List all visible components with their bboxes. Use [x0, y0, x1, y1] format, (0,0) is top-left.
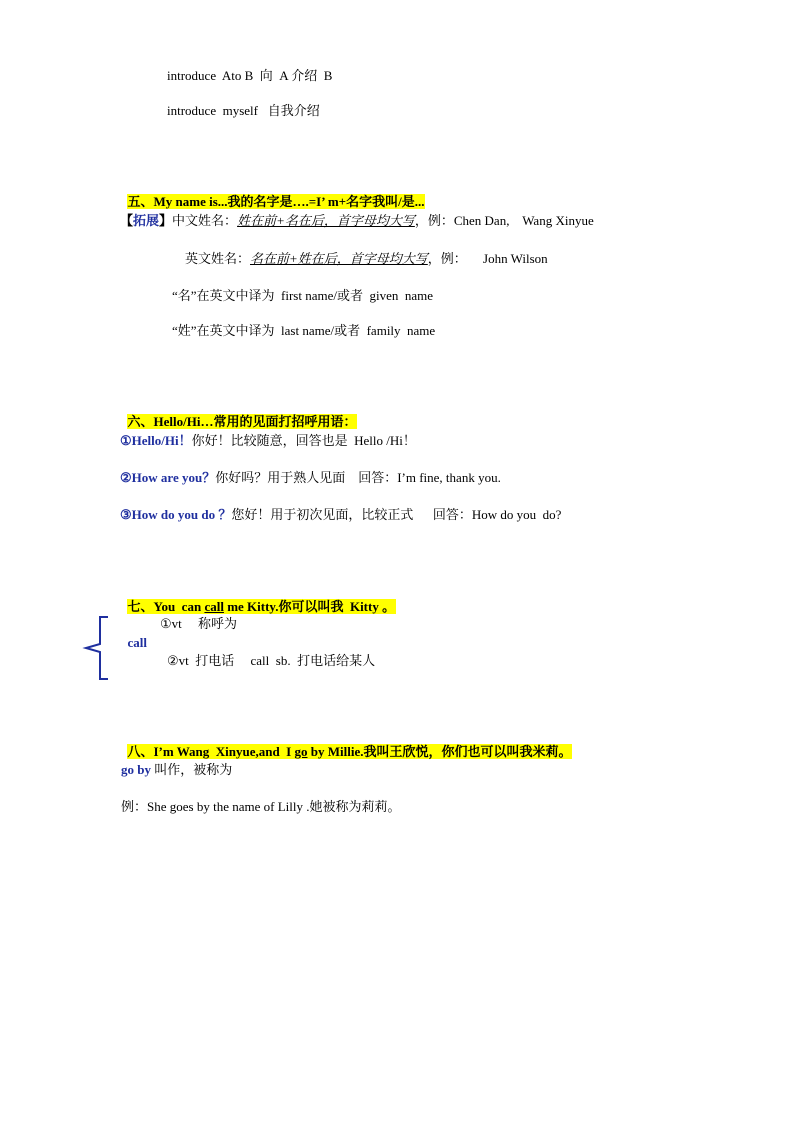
brace-icon: [82, 615, 112, 681]
greeting-item-1-key: ①Hello/Hi！: [120, 433, 192, 448]
section-5-heading: [120, 175, 425, 211]
ext-bracket-open: 【: [120, 213, 134, 228]
extension-line-english: [185, 250, 548, 268]
greeting-item-1: [120, 432, 416, 450]
call-word-text: call: [127, 635, 147, 650]
section-7-heading-a: 七、You can: [127, 599, 205, 614]
en-name-label: 英文姓名：: [185, 251, 251, 266]
go-by-line: [121, 761, 232, 779]
call-sense-2: ②vt 打电话 call sb. 打电话给某人: [167, 653, 376, 668]
section-7-heading: [120, 580, 396, 616]
section-7-heading-b: me Kitty.你可以叫我 Kitty 。: [223, 599, 396, 614]
go-by-term: go by: [121, 762, 151, 777]
section-8-heading-a: 八、I’m Wang Xinyue,and I: [127, 744, 295, 759]
en-name-rule: 名在前+姓在后，首字母均大写: [250, 251, 428, 266]
intro-line-1: introduce Ato B 向 A 介绍 B: [167, 68, 333, 83]
section-8-heading: [120, 725, 572, 761]
section-5-heading-text: 五、My name is...我的名字是….=I’ m+名字我叫/是...: [127, 194, 425, 209]
go-by-meaning: 叫作，被称为: [150, 762, 233, 777]
greeting-item-3-key: ③How do you do ？: [120, 507, 232, 522]
call-sense-1: ①vt 称呼为: [160, 616, 238, 631]
intro-line-2: introduce myself 自我介绍: [167, 103, 320, 118]
greeting-item-2: [120, 469, 501, 487]
greeting-item-2-text: 你好吗？用于熟人见面 回答：I’m fine, thank you.: [215, 470, 501, 485]
ext-bracket-close: 】: [159, 213, 173, 228]
section-6-heading-text: 六、Hello/Hi…常用的见面打招呼用语：: [127, 414, 357, 429]
section-6-heading: [120, 395, 357, 431]
section-8-heading-text: [127, 744, 573, 759]
cn-name-rule: 姓在前+名在后，首字母均大写: [237, 213, 415, 228]
last-name-line: “姓”在英文中译为 last name/或者 family name: [172, 323, 436, 338]
greeting-item-3: [120, 506, 561, 524]
cn-name-label: 中文姓名：: [172, 213, 238, 228]
call-word: [121, 616, 147, 652]
en-name-example: ，例： John Wilson: [427, 251, 548, 266]
section-7-heading-text: [127, 599, 397, 614]
ext-label: 拓展: [133, 213, 160, 228]
cn-name-example: ，例：Chen Dan, Wang Xinyue: [414, 213, 594, 228]
greeting-item-2-key: ②How are you？: [120, 470, 216, 485]
greeting-item-3-text: 您好！用于初次见面，比较正式 回答：How do you do?: [231, 507, 562, 522]
first-name-line: “名”在英文中译为 first name/或者 given name: [172, 288, 434, 303]
section-8-heading-b: by Millie.我叫王欣悦，你们也可以叫我米莉。: [307, 744, 572, 759]
section-7-heading-call: call: [204, 599, 224, 614]
go-by-example: 例：She goes by the name of Lilly .她被称为莉莉。: [121, 799, 401, 814]
greeting-item-1-text: 你好！比较随意，回答也是 Hello /Hi！: [191, 433, 416, 448]
section-8-heading-go: go: [294, 744, 308, 759]
extension-line-chinese: [120, 212, 594, 230]
